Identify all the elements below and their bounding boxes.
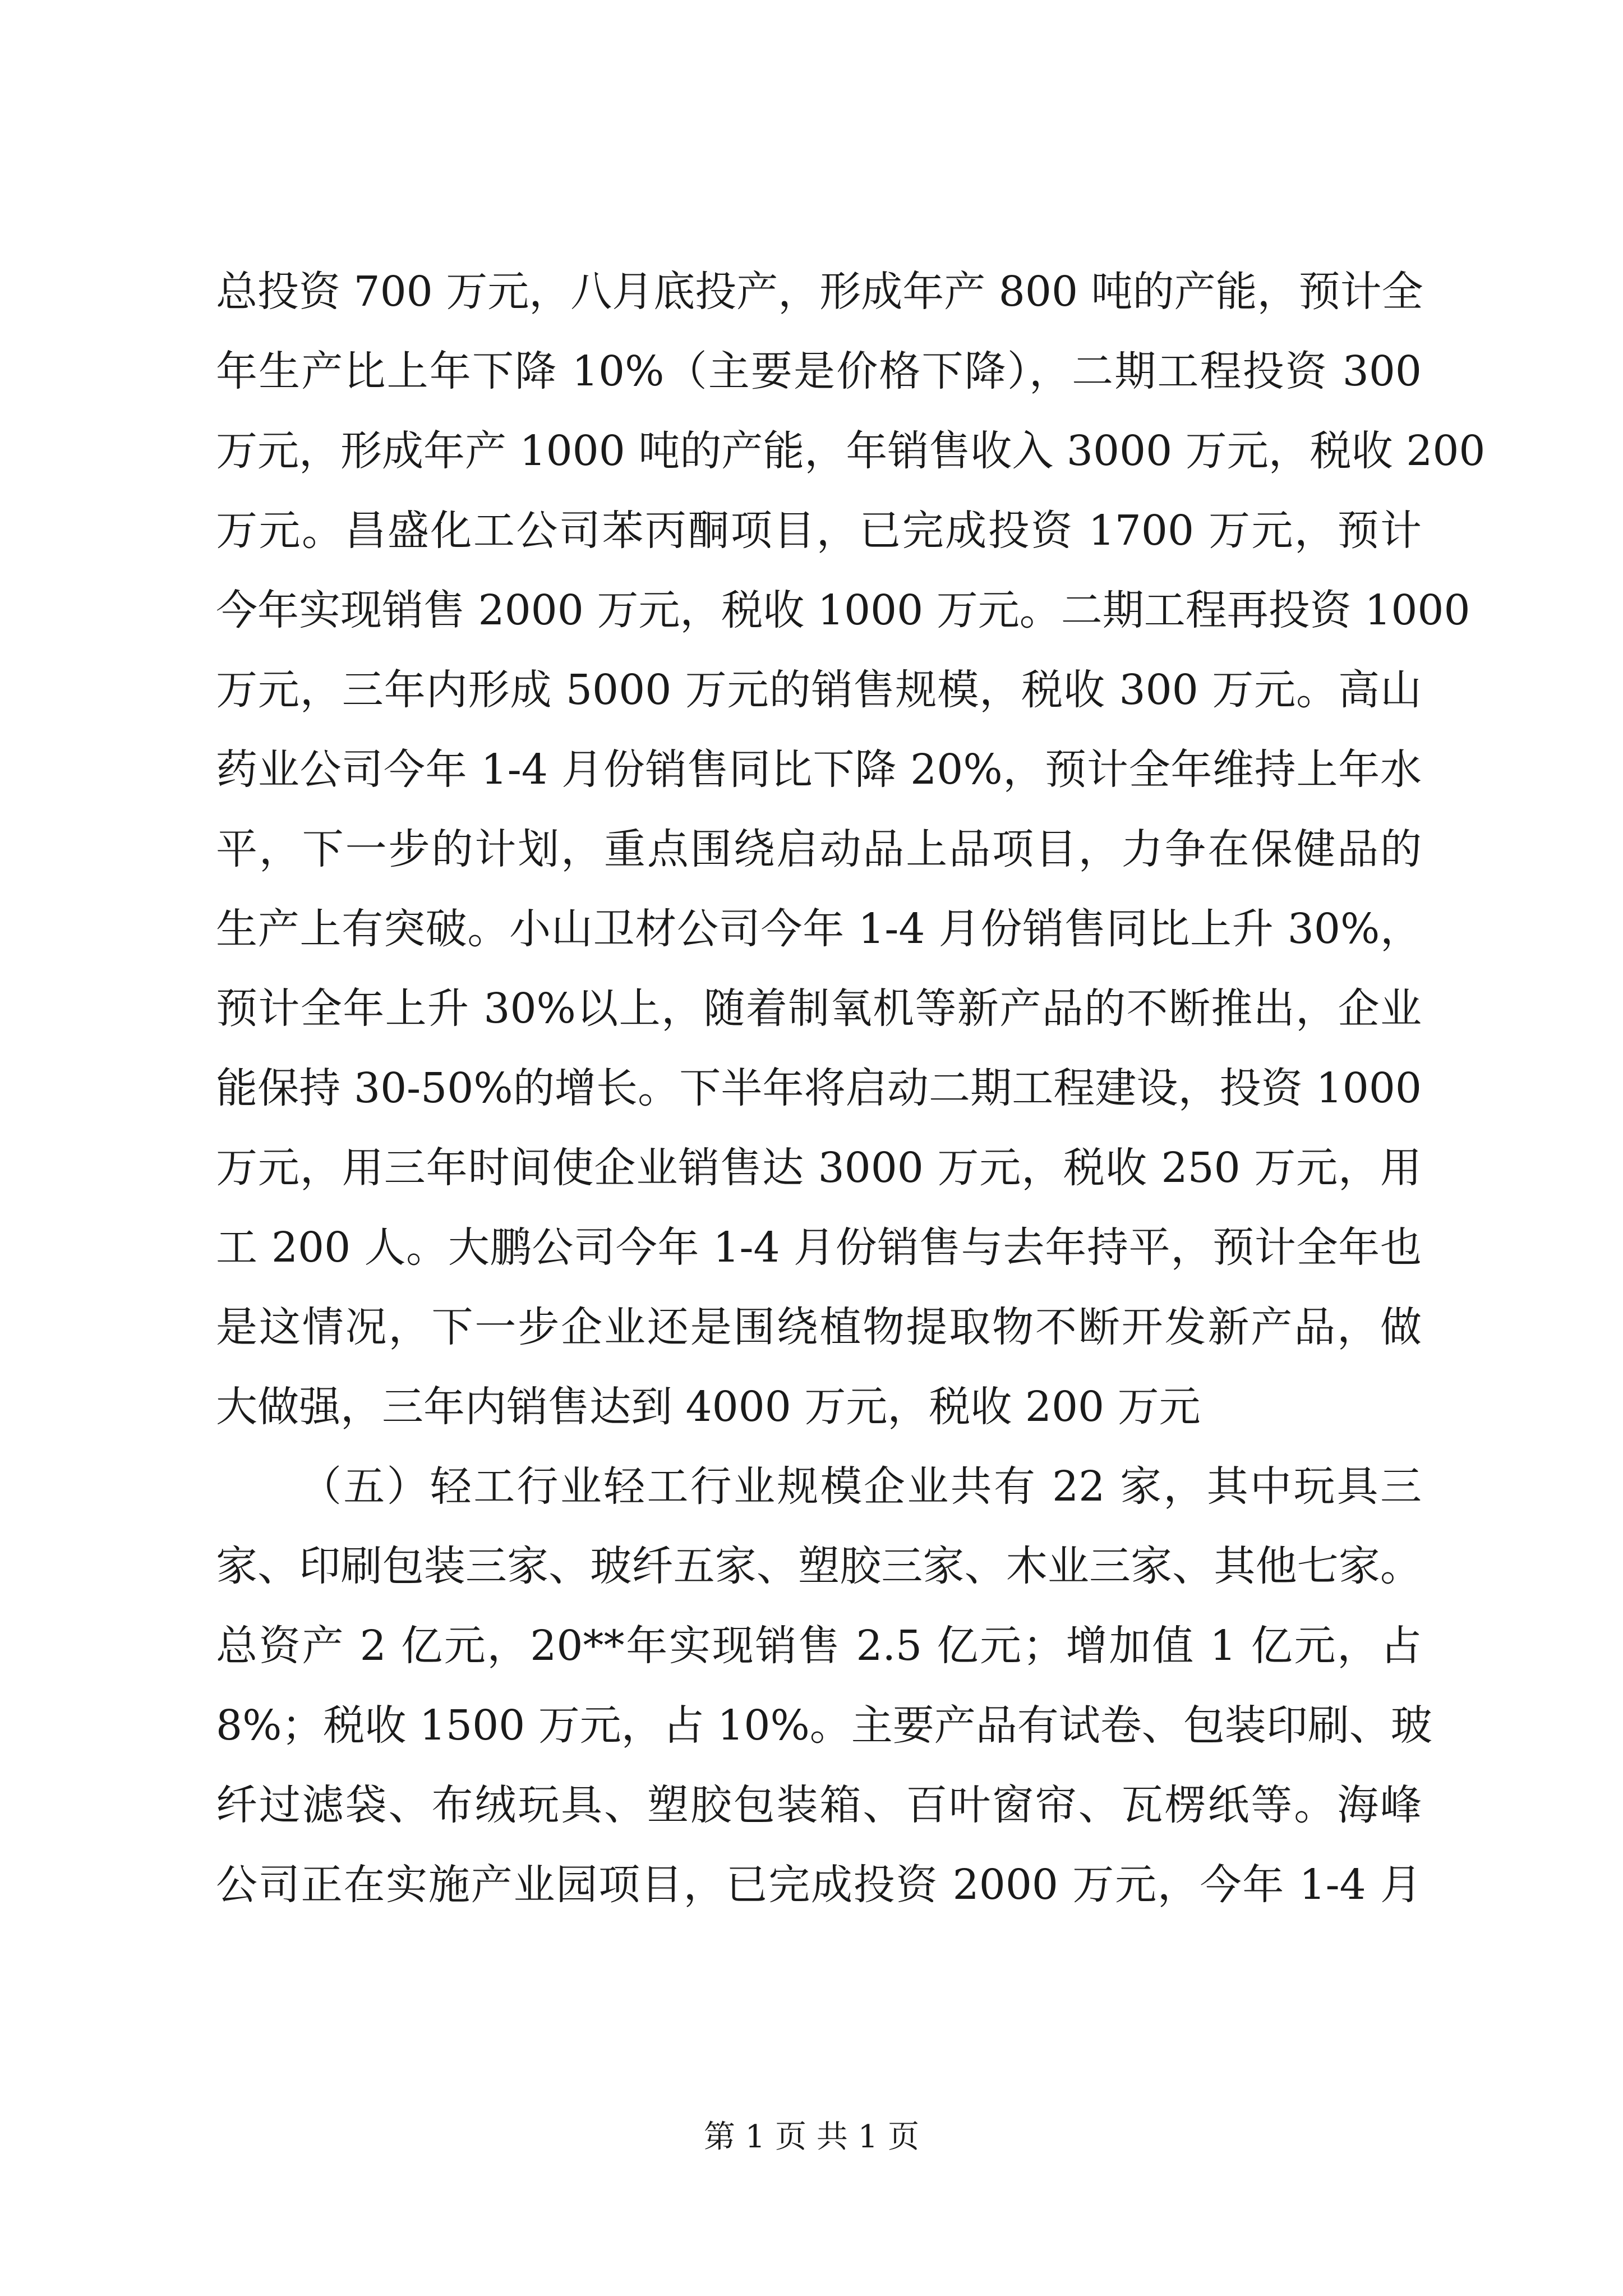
- text-line: 生产上有突破。小山卫材公司今年 1-4 月份销售同比上升 30%，: [216, 905, 1422, 953]
- page-footer: 第 1 页 共 1 页: [703, 2119, 920, 2155]
- text-line: 大做强，三年内销售达到 4000 万元，税收 200 万元: [216, 1383, 1201, 1431]
- text-line: 药业公司今年 1-4 月份销售同比下降 20%，预计全年维持上年水: [216, 746, 1422, 794]
- text-line: 万元，三年内形成 5000 万元的销售规模，税收 300 万元。高山: [216, 666, 1422, 714]
- text-line: 工 200 人。大鹏公司今年 1-4 月份销售与去年持平，预计全年也: [216, 1223, 1422, 1272]
- text-line: 公司正在实施产业园项目，已完成投资 2000 万元，今年 1-4 月: [216, 1861, 1422, 1909]
- text-line: 纤过滤袋、布绒玩具、塑胶包装箱、百叶窗帘、瓦楞纸等。海峰: [216, 1781, 1422, 1829]
- text-line: 是这情况，下一步企业还是围绕植物提取物不断开发新产品，做: [216, 1303, 1422, 1351]
- text-line: 平，下一步的计划，重点围绕启动品上品项目，力争在保健品的: [216, 825, 1422, 873]
- section-heading-line: （五）轻工行业轻工行业规模企业共有 22 家，其中玩具三: [300, 1462, 1422, 1511]
- text-line: 家、印刷包装三家、玻纤五家、塑胶三家、木业三家、其他七家。: [216, 1542, 1422, 1590]
- text-line: 能保持 30-50%的增长。下半年将启动二期工程建设，投资 1000: [216, 1064, 1422, 1112]
- text-line: 8%；税收 1500 万元，占 10%。主要产品有试卷、包装印刷、玻: [216, 1701, 1432, 1750]
- text-line: 预计全年上升 30%以上，随着制氧机等新产品的不断推出，企业: [216, 984, 1422, 1033]
- text-line: 万元，形成年产 1000 吨的产能，年销售收入 3000 万元，税收 200: [216, 427, 1486, 475]
- text-line: 年生产比上年下降 10%（主要是价格下降），二期工程投资 300: [216, 347, 1422, 395]
- text-line: 总投资 700 万元，八月底投产，形成年产 800 吨的产能，预计全: [216, 268, 1423, 316]
- text-line: 万元，用三年时间使企业销售达 3000 万元，税收 250 万元，用: [216, 1144, 1422, 1192]
- text-line: 总资产 2 亿元，20**年实现销售 2.5 亿元；增加值 1 亿元，占: [216, 1622, 1422, 1670]
- text-line: 今年实现销售 2000 万元，税收 1000 万元。二期工程再投资 1000: [216, 586, 1470, 634]
- text-line: 万元。昌盛化工公司苯丙酮项目，已完成投资 1700 万元，预计: [216, 507, 1422, 555]
